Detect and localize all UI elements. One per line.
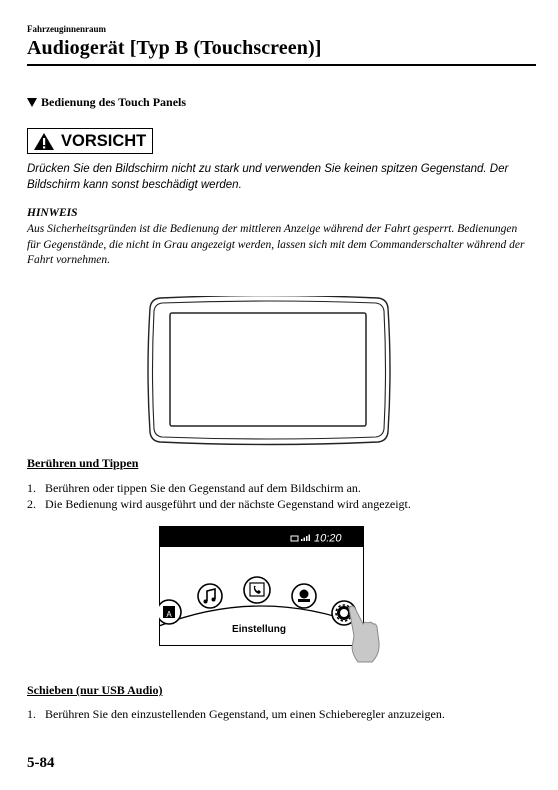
- touchscreen-illustration: [146, 296, 392, 446]
- phone-icon[interactable]: [244, 577, 270, 603]
- music-icon[interactable]: [198, 584, 222, 608]
- section-label: Fahrzeuginnenraum: [27, 24, 107, 34]
- subsection-heading-text: Bedienung des Touch Panels: [41, 95, 187, 109]
- list-item: 1. Berühren Sie den einzustellenden Gegenstand, um einen Schieberegler anzuzeigen.: [27, 707, 445, 721]
- list-item: 2. Die Bedienung wird ausgeführt und der nächste Gegenstand wird angezeigt.: [27, 497, 411, 511]
- navigation-icon[interactable]: [159, 600, 181, 624]
- finger-pointer-icon: [343, 602, 381, 668]
- warning-triangle-icon: [33, 132, 55, 151]
- page-number: 5-84: [27, 755, 55, 771]
- caution-box: [27, 128, 153, 154]
- triangle-down-icon: [27, 98, 37, 107]
- page-title: Audiogerät [Typ B (Touchscreen)]: [27, 37, 322, 59]
- home-screen-illustration: [159, 526, 364, 646]
- clock-text: 10:20: [314, 532, 342, 545]
- touch-steps: [27, 480, 411, 512]
- slide-heading: Schieben (nur USB Audio): [27, 683, 163, 697]
- list-item: 1. Berühren oder tippen Sie den Gegenstand auf dem Bildschirm an.: [27, 481, 361, 495]
- title-rule: [27, 64, 536, 66]
- touch-heading: Berühren und Tippen: [27, 456, 139, 470]
- selected-item-label: Einstellung: [232, 624, 286, 635]
- svg-text:A: A: [166, 610, 172, 619]
- caution-text: Drücken Sie den Bildschirm nicht zu stark und verwenden Sie keinen spitzen Gegenstand. Der Bildschirm kann sonst beschädigt werden.: [27, 163, 509, 191]
- caution-label: VORSICHT: [61, 131, 147, 150]
- info-icon[interactable]: [292, 584, 316, 608]
- note-text: Aus Sicherheitsgründen ist die Bedienung der mittleren Anzeige während der Fahrt gesperrt. Bedienungen für Gegenstände, die nicht in Grau angezeigt werden, lassen sich mit dem Commanderschalter während der Fahrt vornehmen.: [27, 223, 525, 266]
- note-heading: HINWEIS: [27, 207, 78, 219]
- subsection-heading: [27, 95, 186, 110]
